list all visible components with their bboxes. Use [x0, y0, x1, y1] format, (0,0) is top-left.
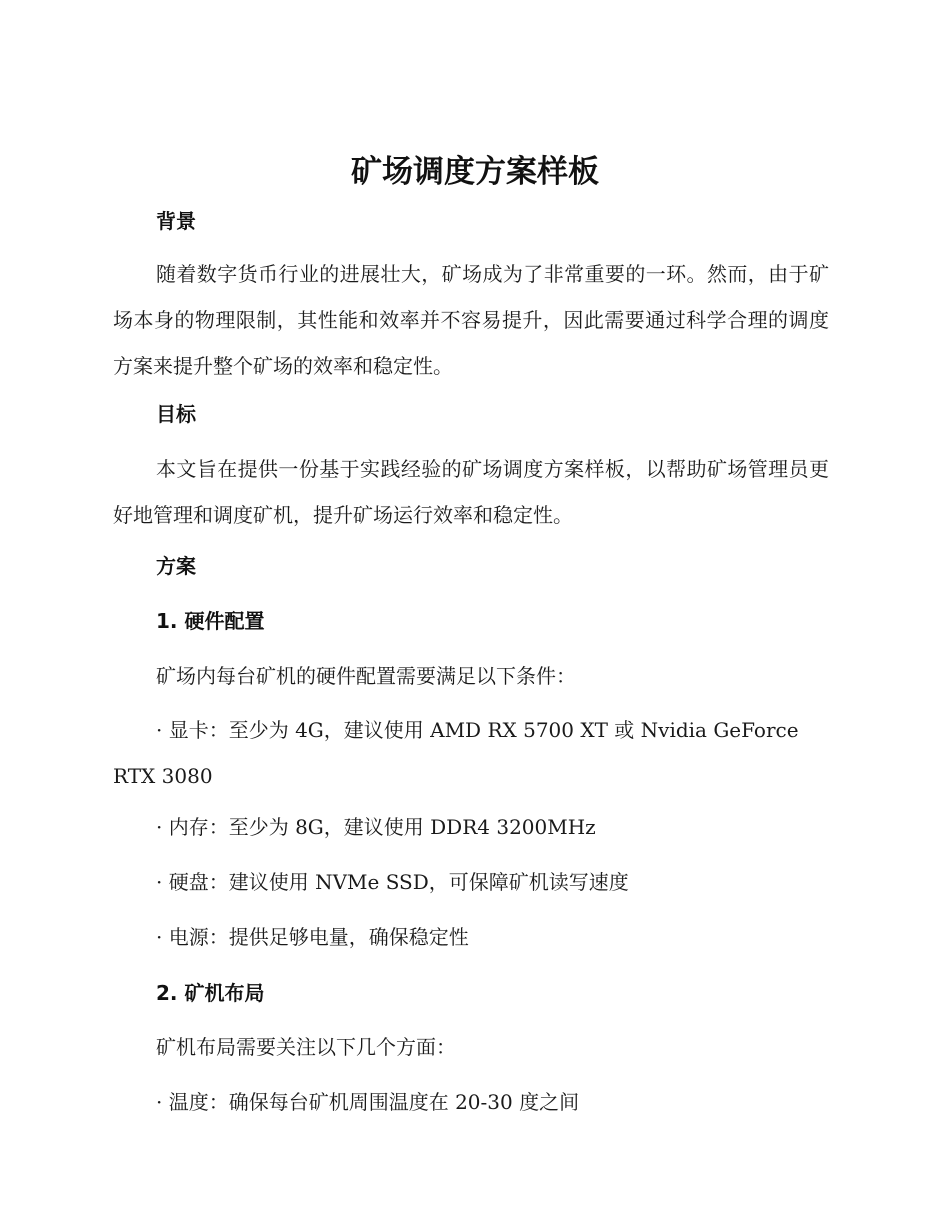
list-item [156, 867, 629, 897]
bullet-icon: · [156, 870, 163, 894]
list-item [156, 922, 469, 952]
paragraph-goal: 本文旨在提供一份基于实践经验的矿场调度方案样板，以帮助矿场管理员更好地管理和调度矿机，提升矿场运行效率和稳定性。 [113, 457, 829, 527]
hardware-intro: 矿场内每台矿机的硬件配置需要满足以下条件： [156, 664, 576, 688]
list-item-text: 电源：提供足够电量，确保稳定性 [168, 925, 469, 949]
list-item-text: 温度：确保每台矿机周围温度在 20-30 度之间 [168, 1090, 580, 1114]
document-title: 矿场调度方案样板 [351, 154, 599, 190]
heading-hardware: 1. 硬件配置 [156, 609, 265, 633]
heading-goal: 目标 [156, 402, 196, 426]
bullet-icon: · [156, 1090, 163, 1114]
list-item [156, 1087, 579, 1117]
layout-intro: 矿机布局需要关注以下几个方面： [156, 1035, 456, 1059]
list-item-text: 硬盘：建议使用 NVMe SSD，可保障矿机读写速度 [168, 870, 629, 894]
bullet-icon: · [156, 925, 163, 949]
list-item [113, 707, 829, 799]
heading-layout: 2. 矿机布局 [156, 981, 265, 1005]
bullet-icon: · [156, 815, 163, 839]
heading-plan: 方案 [156, 554, 196, 578]
list-item-text: 显卡：至少为 4G，建议使用 AMD RX 5700 XT 或 Nvidia GeForce RTX 3080 [113, 718, 799, 788]
heading-background: 背景 [156, 209, 196, 233]
list-item-text: 内存：至少为 8G，建议使用 DDR4 3200MHz [168, 815, 596, 839]
paragraph-background: 随着数字货币行业的进展壮大，矿场成为了非常重要的一环。然而，由于矿场本身的物理限制，其性能和效率并不容易提升，因此需要通过科学合理的调度方案来提升整个矿场的效率和稳定性。 [113, 262, 829, 378]
list-item [156, 812, 596, 842]
bullet-icon: · [156, 718, 163, 742]
